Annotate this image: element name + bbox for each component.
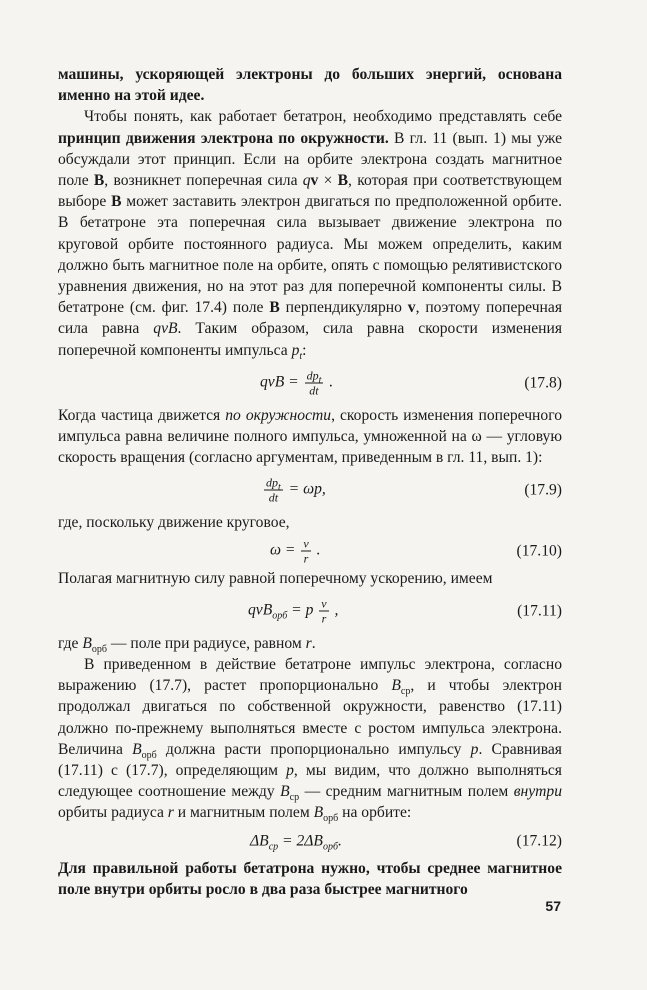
equation-formula: $\Delta B_{ср} = 2\Delta B_{орб}$. [250,832,342,853]
equation-17-12 [58,824,562,858]
paragraph-betatron-principle: Чтобы понять, как работает бетатрон, необходимо представлять себе принцип движения электрона по окружности. В гл. 11 (вып. 1) мы уже обсуждали этот принцип. Если на орбите электрона создать магнитное поле B, возникнет поперечная сила qv × B, которая при соответствующем выборе B может заставить электрон двигаться по предположенной орбите. В бетатроне эта поперечная сила вызывает движение электрона по круговой орбите постоянного радиуса. Мы можем определить, каким должно быть магнитное поле на орбите, опять с помощью релятивистского уравнения движения, но на этот раз для поперечной компоненты силы. В бетатроне (см. фиг. 17.4) поле B перпендикулярно v, поэтому поперечная сила равна qvB. Таким образом, сила равна скорости изменения поперечной компоненты импульса $p_t$: [58,108,563,362]
equation-number: (17.12) [516,832,562,850]
equation-number: (17.10) [516,542,562,560]
paragraph-continued: машины, ускоряющей электроны до больших энергий, основана именно на этой идее. [58,66,562,105]
equation-number: (17.11) [517,602,562,620]
paragraph-magnetic-force: Полагая магнитную силу равной поперечному ускорению, имеем [58,569,493,587]
paragraph-operating-betatron: В приведенном в действие бетатроне импульс электрона, согласно выражению (17.7), растет пропорционально $B_{ср}$, и чтобы электрон продолжал двигаться по собственной окружности, равенство (17.11) должно по-прежнему выполняться вместе с ростом импульса электрона. Величина $B_{орб}$ должна расти пропорционально импульсу p. Сравнивая (17.11) с (17.7), определяющим p, мы видим, что должно выполняться следующее соотношение между $B_{ср}$ — средним магнитным полем внутри орбиты радиуса r и магнитным полем $B_{орб}$ на орбите: [58,656,563,825]
paragraph-where-b-orb: где $B_{орб}$ — поле при радиусе, равном r. [58,634,316,655]
equation-17-11 [58,589,562,633]
equation-formula: qvB$_{орб}$ = p $\frac{v}{r}$ , [248,596,339,626]
page-body [58,64,562,900]
equation-17-9 [58,468,562,512]
equation-17-8 [58,361,562,405]
equation-number: (17.9) [524,481,562,499]
paragraph-circular-motion: Когда частица движется по окружности, скорость изменения поперечного импульса равна величине полного импульса, умноженной на ω — угловую скорость вращения (согласно аргументам, приведенным в гл. 11, вып. 1): [58,406,563,467]
equation-formula: qvB = $\frac{dp_t}{dt}$ . [260,368,334,398]
equation-formula: $\frac{dp_t}{dt}$ = ωp, [266,475,326,505]
equation-number: (17.8) [524,374,562,392]
page-number: 57 [545,898,561,914]
paragraph-conclusion: Для правильной работы бетатрона нужно, чтобы среднее магнитное поле внутри орбиты росло в два раза быстрее магнитного [58,859,562,898]
equation-17-10 [58,534,562,568]
equation-formula: ω = $\frac{v}{r}$ . [270,536,321,566]
paragraph-where-circular: где, поскольку движение круговое, [58,514,290,532]
